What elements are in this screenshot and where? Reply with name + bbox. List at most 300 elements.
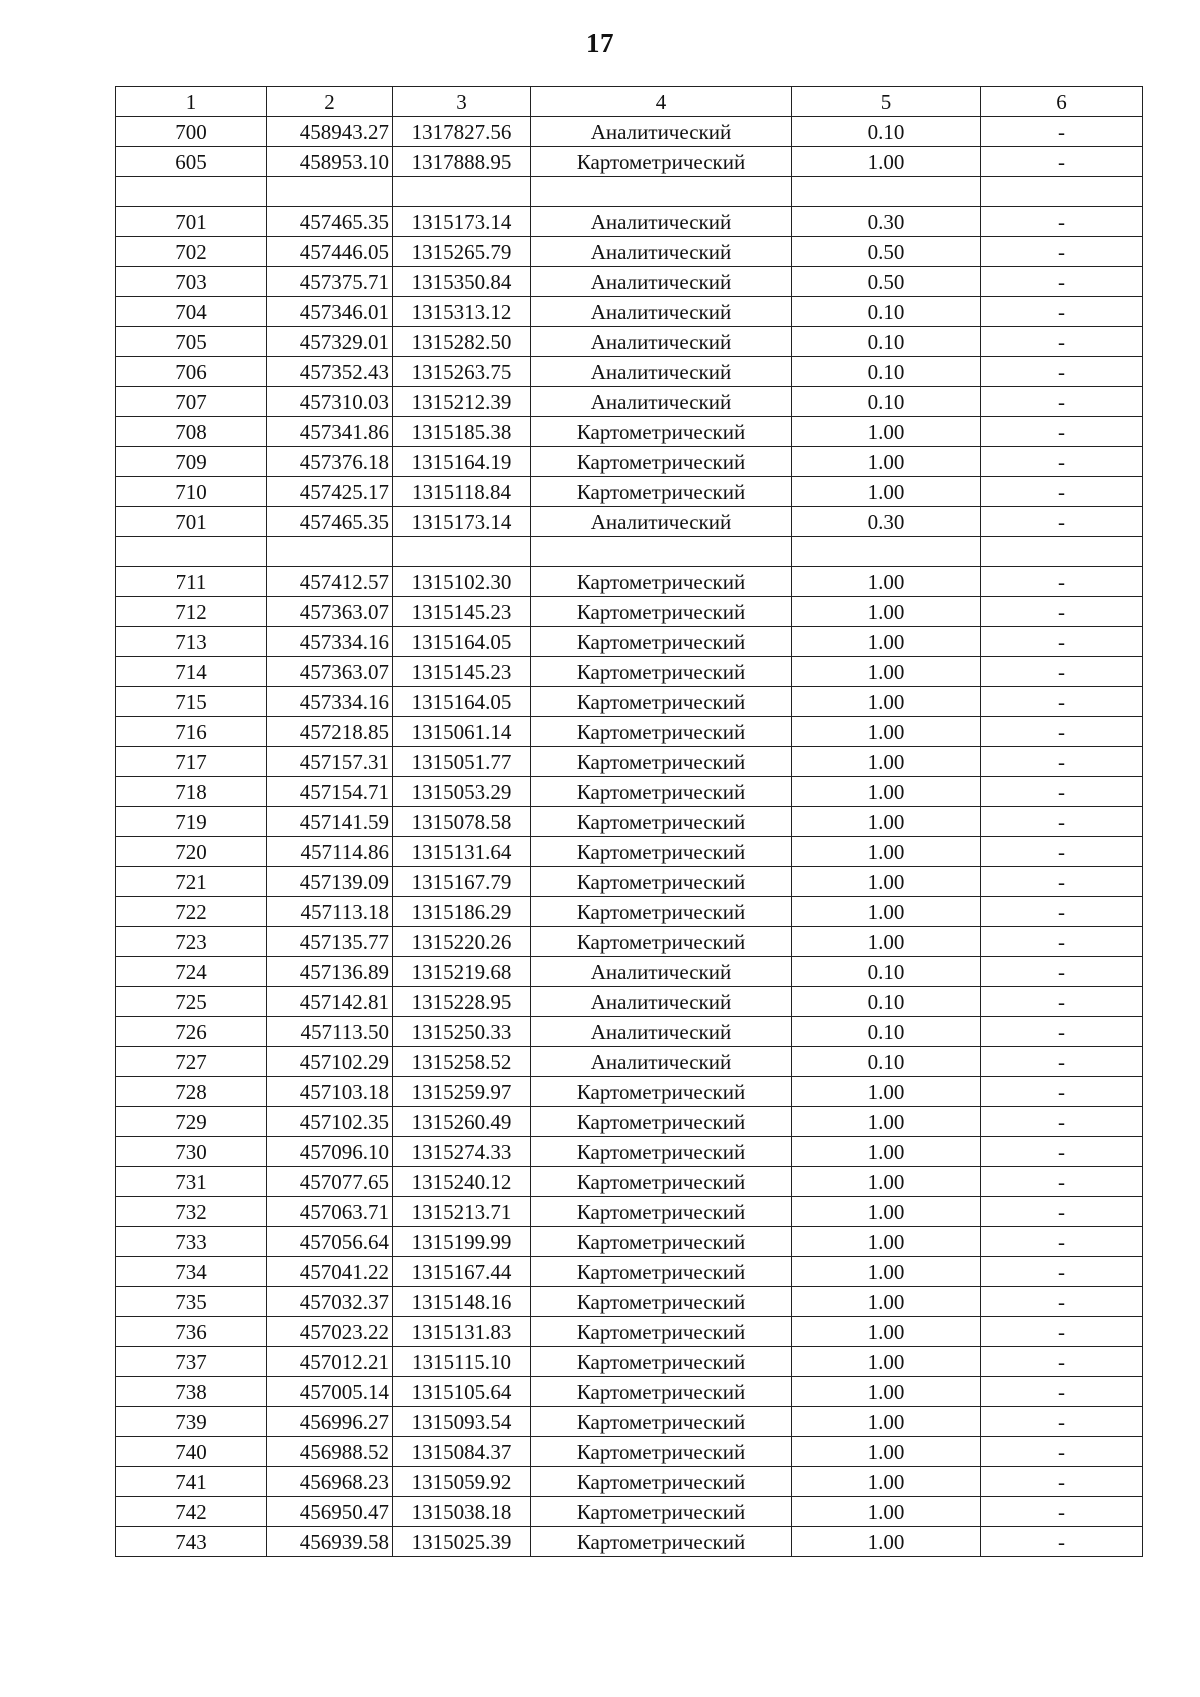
accuracy-cell: 1.00 — [792, 147, 981, 177]
y-coordinate-cell: 1315131.64 — [393, 837, 531, 867]
table-row — [116, 1497, 1143, 1527]
accuracy-cell: 1.00 — [792, 477, 981, 507]
header-row — [116, 87, 1143, 117]
point-number-cell: 718 — [116, 777, 267, 807]
method-cell: Картометрический — [531, 1527, 792, 1557]
point-number-cell: 712 — [116, 597, 267, 627]
x-coordinate-cell — [267, 537, 393, 567]
method-cell: Картометрический — [531, 1257, 792, 1287]
method-cell: Аналитический — [531, 1047, 792, 1077]
accuracy-cell: 1.00 — [792, 1407, 981, 1437]
description-cell — [981, 177, 1143, 207]
accuracy-cell: 1.00 — [792, 1137, 981, 1167]
method-cell: Картометрический — [531, 1317, 792, 1347]
y-coordinate-cell: 1315220.26 — [393, 927, 531, 957]
point-number-cell: 711 — [116, 567, 267, 597]
y-coordinate-cell: 1315131.83 — [393, 1317, 531, 1347]
table-row — [116, 1287, 1143, 1317]
description-cell: - — [981, 357, 1143, 387]
description-cell: - — [981, 1107, 1143, 1137]
description-cell: - — [981, 1407, 1143, 1437]
accuracy-cell: 1.00 — [792, 687, 981, 717]
description-cell: - — [981, 387, 1143, 417]
y-coordinate-cell: 1315164.05 — [393, 627, 531, 657]
x-coordinate-cell: 457005.14 — [267, 1377, 393, 1407]
point-number-cell: 728 — [116, 1077, 267, 1107]
x-coordinate-cell: 457346.01 — [267, 297, 393, 327]
description-cell: - — [981, 507, 1143, 537]
table-row — [116, 1197, 1143, 1227]
table-row — [116, 1437, 1143, 1467]
point-number-cell: 732 — [116, 1197, 267, 1227]
table-row — [116, 897, 1143, 927]
table-row — [116, 717, 1143, 747]
description-cell: - — [981, 897, 1143, 927]
point-number-cell: 704 — [116, 297, 267, 327]
description-cell: - — [981, 477, 1143, 507]
x-coordinate-cell: 457363.07 — [267, 657, 393, 687]
method-cell: Картометрический — [531, 477, 792, 507]
x-coordinate-cell: 457425.17 — [267, 477, 393, 507]
description-cell: - — [981, 297, 1143, 327]
description-cell: - — [981, 267, 1143, 297]
point-number-cell: 715 — [116, 687, 267, 717]
x-coordinate-cell: 457154.71 — [267, 777, 393, 807]
description-cell: - — [981, 1077, 1143, 1107]
x-coordinate-cell: 457141.59 — [267, 807, 393, 837]
x-coordinate-cell: 457056.64 — [267, 1227, 393, 1257]
point-number-cell: 720 — [116, 837, 267, 867]
x-coordinate-cell: 457063.71 — [267, 1197, 393, 1227]
y-coordinate-cell: 1317827.56 — [393, 117, 531, 147]
description-cell: - — [981, 1437, 1143, 1467]
description-cell: - — [981, 987, 1143, 1017]
x-coordinate-cell: 456950.47 — [267, 1497, 393, 1527]
description-cell: - — [981, 687, 1143, 717]
accuracy-cell: 1.00 — [792, 1227, 981, 1257]
y-coordinate-cell — [393, 177, 531, 207]
x-coordinate-cell: 457102.35 — [267, 1107, 393, 1137]
method-cell: Картометрический — [531, 1377, 792, 1407]
accuracy-cell: 0.50 — [792, 237, 981, 267]
accuracy-cell: 1.00 — [792, 837, 981, 867]
accuracy-cell: 1.00 — [792, 897, 981, 927]
accuracy-cell: 0.10 — [792, 297, 981, 327]
x-coordinate-cell: 457375.71 — [267, 267, 393, 297]
x-coordinate-cell: 457329.01 — [267, 327, 393, 357]
method-cell: Картометрический — [531, 657, 792, 687]
accuracy-cell: 0.10 — [792, 357, 981, 387]
x-coordinate-cell: 457310.03 — [267, 387, 393, 417]
description-cell: - — [981, 1227, 1143, 1257]
method-cell: Аналитический — [531, 957, 792, 987]
y-coordinate-cell: 1315274.33 — [393, 1137, 531, 1167]
point-number-cell: 723 — [116, 927, 267, 957]
table-row — [116, 327, 1143, 357]
method-cell: Картометрический — [531, 837, 792, 867]
point-number-cell: 709 — [116, 447, 267, 477]
accuracy-cell: 0.10 — [792, 1017, 981, 1047]
header-col-1: 1 — [116, 87, 267, 117]
accuracy-cell: 1.00 — [792, 1437, 981, 1467]
accuracy-cell: 1.00 — [792, 627, 981, 657]
method-cell: Картометрический — [531, 597, 792, 627]
point-number-cell: 740 — [116, 1437, 267, 1467]
x-coordinate-cell: 457041.22 — [267, 1257, 393, 1287]
description-cell: - — [981, 1257, 1143, 1287]
method-cell: Картометрический — [531, 1197, 792, 1227]
y-coordinate-cell: 1315061.14 — [393, 717, 531, 747]
description-cell: - — [981, 927, 1143, 957]
description-cell: - — [981, 327, 1143, 357]
method-cell: Картометрический — [531, 1287, 792, 1317]
y-coordinate-cell: 1315078.58 — [393, 807, 531, 837]
accuracy-cell — [792, 537, 981, 567]
y-coordinate-cell: 1315212.39 — [393, 387, 531, 417]
point-number-cell: 710 — [116, 477, 267, 507]
y-coordinate-cell: 1315282.50 — [393, 327, 531, 357]
method-cell: Картометрический — [531, 747, 792, 777]
point-number-cell: 736 — [116, 1317, 267, 1347]
table-row — [116, 1527, 1143, 1557]
point-number-cell: 733 — [116, 1227, 267, 1257]
method-cell: Картометрический — [531, 717, 792, 747]
y-coordinate-cell: 1315115.10 — [393, 1347, 531, 1377]
y-coordinate-cell: 1315219.68 — [393, 957, 531, 987]
accuracy-cell: 1.00 — [792, 927, 981, 957]
y-coordinate-cell: 1315199.99 — [393, 1227, 531, 1257]
description-cell: - — [981, 117, 1143, 147]
x-coordinate-cell: 457142.81 — [267, 987, 393, 1017]
y-coordinate-cell: 1315025.39 — [393, 1527, 531, 1557]
y-coordinate-cell: 1315164.19 — [393, 447, 531, 477]
header-col-4: 4 — [531, 87, 792, 117]
point-number-cell: 724 — [116, 957, 267, 987]
accuracy-cell: 1.00 — [792, 597, 981, 627]
x-coordinate-cell: 457032.37 — [267, 1287, 393, 1317]
table-row — [116, 837, 1143, 867]
x-coordinate-cell: 457363.07 — [267, 597, 393, 627]
table-row — [116, 867, 1143, 897]
accuracy-cell: 0.10 — [792, 1047, 981, 1077]
point-number-cell: 727 — [116, 1047, 267, 1077]
method-cell: Аналитический — [531, 507, 792, 537]
table-separator-row — [116, 537, 1143, 567]
point-number-cell — [116, 177, 267, 207]
point-number-cell: 701 — [116, 507, 267, 537]
x-coordinate-cell: 457023.22 — [267, 1317, 393, 1347]
point-number-cell: 605 — [116, 147, 267, 177]
method-cell — [531, 177, 792, 207]
accuracy-cell: 1.00 — [792, 1287, 981, 1317]
description-cell: - — [981, 597, 1143, 627]
accuracy-cell: 1.00 — [792, 1107, 981, 1137]
description-cell: - — [981, 657, 1143, 687]
description-cell: - — [981, 957, 1143, 987]
method-cell: Картометрический — [531, 567, 792, 597]
y-coordinate-cell: 1315263.75 — [393, 357, 531, 387]
table-row — [116, 957, 1143, 987]
y-coordinate-cell: 1315084.37 — [393, 1437, 531, 1467]
description-cell: - — [981, 147, 1143, 177]
table-row — [116, 687, 1143, 717]
accuracy-cell — [792, 177, 981, 207]
point-number-cell: 705 — [116, 327, 267, 357]
method-cell: Аналитический — [531, 357, 792, 387]
method-cell: Картометрический — [531, 1077, 792, 1107]
x-coordinate-cell: 457465.35 — [267, 507, 393, 537]
table-row — [116, 657, 1143, 687]
accuracy-cell: 0.30 — [792, 507, 981, 537]
y-coordinate-cell: 1315145.23 — [393, 657, 531, 687]
point-number-cell: 713 — [116, 627, 267, 657]
table-row — [116, 627, 1143, 657]
table-row — [116, 207, 1143, 237]
method-cell: Аналитический — [531, 237, 792, 267]
table-row — [116, 987, 1143, 1017]
x-coordinate-cell: 457218.85 — [267, 717, 393, 747]
table-row — [116, 297, 1143, 327]
method-cell: Картометрический — [531, 1347, 792, 1377]
table-row — [116, 1467, 1143, 1497]
table-row — [116, 357, 1143, 387]
y-coordinate-cell: 1315093.54 — [393, 1407, 531, 1437]
accuracy-cell: 0.10 — [792, 957, 981, 987]
method-cell: Аналитический — [531, 387, 792, 417]
table-row — [116, 237, 1143, 267]
x-coordinate-cell: 456996.27 — [267, 1407, 393, 1437]
header-col-5: 5 — [792, 87, 981, 117]
table-row — [116, 477, 1143, 507]
accuracy-cell: 1.00 — [792, 1527, 981, 1557]
point-number-cell: 721 — [116, 867, 267, 897]
accuracy-cell: 0.10 — [792, 987, 981, 1017]
header-col-6: 6 — [981, 87, 1143, 117]
description-cell: - — [981, 1317, 1143, 1347]
y-coordinate-cell: 1315059.92 — [393, 1467, 531, 1497]
point-number-cell: 714 — [116, 657, 267, 687]
method-cell: Картометрический — [531, 147, 792, 177]
method-cell: Аналитический — [531, 267, 792, 297]
table-row — [116, 1407, 1143, 1437]
description-cell: - — [981, 1017, 1143, 1047]
method-cell: Картометрический — [531, 1467, 792, 1497]
accuracy-cell: 1.00 — [792, 747, 981, 777]
x-coordinate-cell: 457135.77 — [267, 927, 393, 957]
page-number: 17 — [586, 28, 614, 58]
description-cell: - — [981, 207, 1143, 237]
point-number-cell: 707 — [116, 387, 267, 417]
x-coordinate-cell: 457412.57 — [267, 567, 393, 597]
coordinates-table — [115, 86, 1143, 1557]
accuracy-cell: 1.00 — [792, 867, 981, 897]
table-row — [116, 1107, 1143, 1137]
point-number-cell: 708 — [116, 417, 267, 447]
accuracy-cell: 0.10 — [792, 117, 981, 147]
method-cell: Картометрический — [531, 927, 792, 957]
y-coordinate-cell: 1315350.84 — [393, 267, 531, 297]
table-row — [116, 747, 1143, 777]
method-cell: Картометрический — [531, 1107, 792, 1137]
point-number-cell: 738 — [116, 1377, 267, 1407]
method-cell: Аналитический — [531, 987, 792, 1017]
point-number-cell: 719 — [116, 807, 267, 837]
y-coordinate-cell: 1315118.84 — [393, 477, 531, 507]
point-number-cell: 717 — [116, 747, 267, 777]
method-cell: Картометрический — [531, 807, 792, 837]
x-coordinate-cell — [267, 177, 393, 207]
x-coordinate-cell: 457077.65 — [267, 1167, 393, 1197]
table-row — [116, 807, 1143, 837]
accuracy-cell: 1.00 — [792, 777, 981, 807]
point-number-cell: 703 — [116, 267, 267, 297]
description-cell: - — [981, 237, 1143, 267]
table-body — [116, 117, 1143, 1557]
y-coordinate-cell: 1315167.44 — [393, 1257, 531, 1287]
y-coordinate-cell: 1315102.30 — [393, 567, 531, 597]
description-cell: - — [981, 807, 1143, 837]
table-row — [116, 1167, 1143, 1197]
accuracy-cell: 1.00 — [792, 447, 981, 477]
x-coordinate-cell: 457113.50 — [267, 1017, 393, 1047]
method-cell: Картометрический — [531, 1227, 792, 1257]
method-cell: Аналитический — [531, 297, 792, 327]
method-cell: Картометрический — [531, 447, 792, 477]
accuracy-cell: 1.00 — [792, 1257, 981, 1287]
accuracy-cell: 1.00 — [792, 1197, 981, 1227]
table-row — [116, 147, 1143, 177]
accuracy-cell: 1.00 — [792, 807, 981, 837]
table-row — [116, 1227, 1143, 1257]
method-cell: Картометрический — [531, 1407, 792, 1437]
table-row — [116, 117, 1143, 147]
description-cell: - — [981, 1377, 1143, 1407]
x-coordinate-cell: 457139.09 — [267, 867, 393, 897]
point-number-cell: 737 — [116, 1347, 267, 1377]
header-col-2: 2 — [267, 87, 393, 117]
x-coordinate-cell: 457446.05 — [267, 237, 393, 267]
point-number-cell: 741 — [116, 1467, 267, 1497]
point-number-cell: 722 — [116, 897, 267, 927]
accuracy-cell: 1.00 — [792, 567, 981, 597]
method-cell: Аналитический — [531, 1017, 792, 1047]
y-coordinate-cell: 1315260.49 — [393, 1107, 531, 1137]
description-cell: - — [981, 1197, 1143, 1227]
method-cell: Картометрический — [531, 1167, 792, 1197]
y-coordinate-cell: 1317888.95 — [393, 147, 531, 177]
y-coordinate-cell: 1315186.29 — [393, 897, 531, 927]
accuracy-cell: 1.00 — [792, 1167, 981, 1197]
table-row — [116, 1377, 1143, 1407]
y-coordinate-cell: 1315259.97 — [393, 1077, 531, 1107]
point-number-cell: 731 — [116, 1167, 267, 1197]
method-cell: Картометрический — [531, 1137, 792, 1167]
accuracy-cell: 0.10 — [792, 387, 981, 417]
y-coordinate-cell: 1315250.33 — [393, 1017, 531, 1047]
table-row — [116, 1317, 1143, 1347]
table-row — [116, 447, 1143, 477]
accuracy-cell: 0.30 — [792, 207, 981, 237]
description-cell: - — [981, 1047, 1143, 1077]
point-number-cell: 725 — [116, 987, 267, 1017]
accuracy-cell: 1.00 — [792, 717, 981, 747]
y-coordinate-cell: 1315228.95 — [393, 987, 531, 1017]
x-coordinate-cell: 457334.16 — [267, 627, 393, 657]
description-cell: - — [981, 1347, 1143, 1377]
y-coordinate-cell: 1315105.64 — [393, 1377, 531, 1407]
x-coordinate-cell: 456939.58 — [267, 1527, 393, 1557]
table-row — [116, 417, 1143, 447]
y-coordinate-cell — [393, 537, 531, 567]
y-coordinate-cell: 1315313.12 — [393, 297, 531, 327]
y-coordinate-cell: 1315164.05 — [393, 687, 531, 717]
x-coordinate-cell: 458943.27 — [267, 117, 393, 147]
x-coordinate-cell: 457113.18 — [267, 897, 393, 927]
table-row — [116, 927, 1143, 957]
table-row — [116, 1077, 1143, 1107]
point-number-cell: 734 — [116, 1257, 267, 1287]
y-coordinate-cell: 1315148.16 — [393, 1287, 531, 1317]
y-coordinate-cell: 1315051.77 — [393, 747, 531, 777]
point-number-cell: 739 — [116, 1407, 267, 1437]
point-number-cell — [116, 537, 267, 567]
table-separator-row — [116, 177, 1143, 207]
table-row — [116, 1137, 1143, 1167]
table-row — [116, 1017, 1143, 1047]
point-number-cell: 743 — [116, 1527, 267, 1557]
table-header — [116, 87, 1143, 117]
description-cell: - — [981, 1167, 1143, 1197]
table-row — [116, 1347, 1143, 1377]
description-cell: - — [981, 747, 1143, 777]
x-coordinate-cell: 457102.29 — [267, 1047, 393, 1077]
accuracy-cell: 1.00 — [792, 1377, 981, 1407]
x-coordinate-cell: 457465.35 — [267, 207, 393, 237]
description-cell: - — [981, 567, 1143, 597]
description-cell: - — [981, 1137, 1143, 1167]
y-coordinate-cell: 1315053.29 — [393, 777, 531, 807]
x-coordinate-cell: 457157.31 — [267, 747, 393, 777]
description-cell: - — [981, 447, 1143, 477]
point-number-cell: 735 — [116, 1287, 267, 1317]
point-number-cell: 702 — [116, 237, 267, 267]
method-cell: Аналитический — [531, 117, 792, 147]
y-coordinate-cell: 1315038.18 — [393, 1497, 531, 1527]
accuracy-cell: 0.10 — [792, 327, 981, 357]
accuracy-cell: 1.00 — [792, 417, 981, 447]
x-coordinate-cell: 457352.43 — [267, 357, 393, 387]
method-cell: Картометрический — [531, 867, 792, 897]
header-col-3: 3 — [393, 87, 531, 117]
point-number-cell: 726 — [116, 1017, 267, 1047]
table-row — [116, 267, 1143, 297]
accuracy-cell: 0.50 — [792, 267, 981, 297]
y-coordinate-cell: 1315185.38 — [393, 417, 531, 447]
point-number-cell: 700 — [116, 117, 267, 147]
description-cell: - — [981, 777, 1143, 807]
description-cell: - — [981, 1527, 1143, 1557]
x-coordinate-cell: 457096.10 — [267, 1137, 393, 1167]
x-coordinate-cell: 457114.86 — [267, 837, 393, 867]
table-row — [116, 597, 1143, 627]
description-cell: - — [981, 1467, 1143, 1497]
table-row — [116, 1257, 1143, 1287]
point-number-cell: 730 — [116, 1137, 267, 1167]
x-coordinate-cell: 458953.10 — [267, 147, 393, 177]
x-coordinate-cell: 457376.18 — [267, 447, 393, 477]
method-cell: Картометрический — [531, 687, 792, 717]
y-coordinate-cell: 1315240.12 — [393, 1167, 531, 1197]
